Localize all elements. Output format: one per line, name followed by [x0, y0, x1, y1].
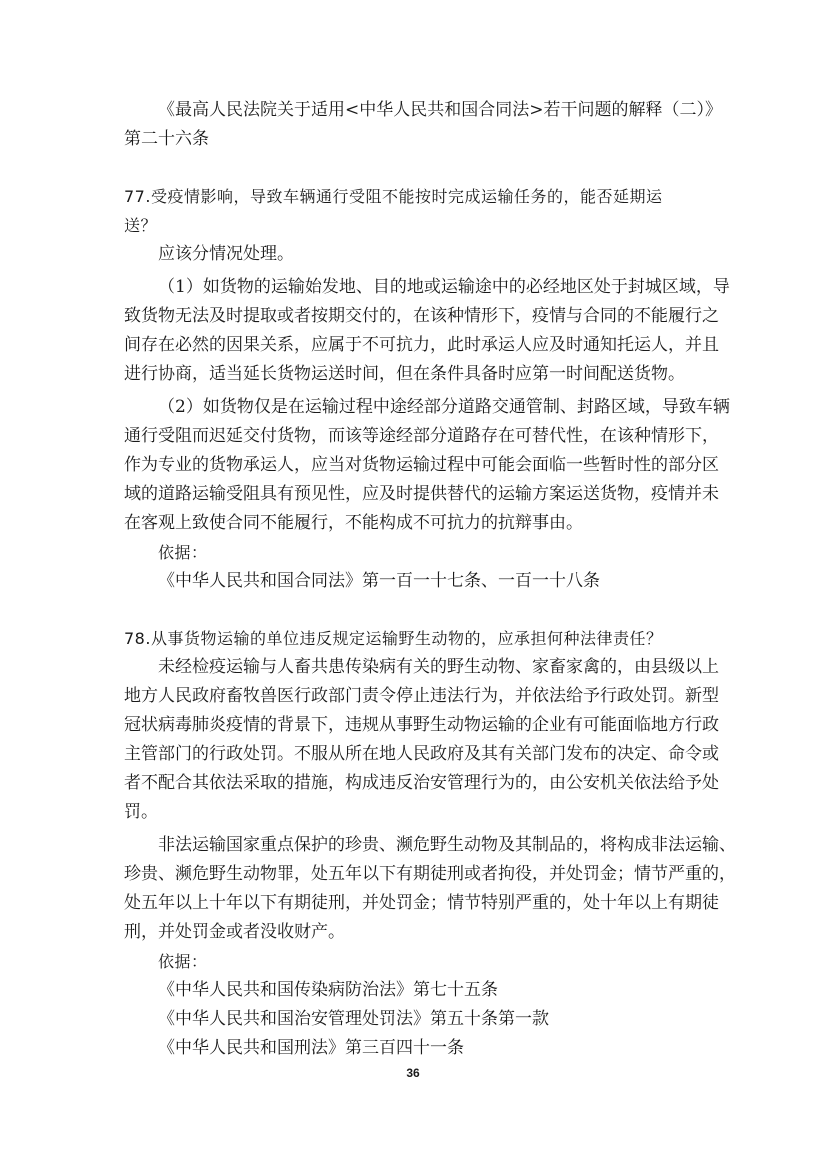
paragraph-line: 域的道路运输受阻具有预见性，应及时提供替代的运输方案运送货物，疫情并未	[124, 484, 719, 504]
basis-item: 《中华人民共和国刑法》第三百四十一条	[158, 1038, 464, 1058]
paragraph-line: 致货物无法及时提取或者按期交付的，在该种情形下，疫情与合同的不能履行之	[124, 306, 719, 326]
paragraph-line: 非法运输国家重点保护的珍贵、濒危野生动物及其制品的，将构成非法运输、	[158, 835, 736, 855]
question-title: 送？	[124, 216, 158, 235]
paragraph-line: 者不配合其依法采取的措施，构成违反治安管理行为的，由公安机关依法给予处	[124, 773, 719, 793]
reference-line: 《最高人民法院关于适用<中华人民共和国合同法>若干问题的解释（二）》	[158, 100, 722, 120]
paragraph-line: 冠状病毒肺炎疫情的背景下，违规从事野生动物运输的企业有可能面临地方行政	[124, 715, 719, 735]
question-77	[124, 182, 730, 596]
paragraph-line: 处五年以上十年以下有期徒刑，并处罚金；情节特别严重的，处十年以上有期徒	[124, 893, 719, 913]
basis-label: 依据：	[158, 952, 208, 971]
paragraph-line: 间存在必然的因果关系，应属于不可抗力，此时承运人应及时通知托运人，并且	[124, 335, 719, 355]
paragraph-line: （1）如货物的运输始发地、目的地或运输途中的必经地区处于封城区域，导	[158, 277, 730, 297]
page-number: 36	[406, 1066, 420, 1080]
paragraph-line: 在客观上致使合同不能履行，不能构成不可抗力的抗辩事由。	[124, 513, 583, 533]
document-body	[124, 96, 736, 1063]
basis-item: 《中华人民共和国传染病防治法》第七十五条	[158, 980, 498, 1000]
paragraph-line: 罚。	[124, 802, 158, 822]
paragraph-line: 地方人民政府畜牧兽医行政部门责令停止违法行为，并依法给予行政处罚。新型	[124, 686, 719, 706]
paragraph-line: （2）如货物仅是在运输过程中途经部分道路交通管制、封路区域，导致车辆	[158, 397, 730, 417]
paragraph-line: 未经检疫运输与人畜共患传染病有关的野生动物、家畜家禽的，由县级以上	[158, 657, 719, 677]
question-title: 77.受疫情影响，导致车辆通行受阻不能按时完成运输任务的，能否延期运	[124, 187, 663, 206]
paragraph-line: 作为专业的货物承运人，应当对货物运输过程中可能会面临一些暂时性的部分区	[124, 455, 719, 475]
question-78	[124, 624, 736, 1063]
basis-item: 《中华人民共和国合同法》第一百一十七条、一百一十八条	[158, 571, 600, 591]
paragraph-line: 珍贵、濒危野生动物罪，处五年以下有期徒刑或者拘役，并处罚金；情节严重的，	[124, 864, 736, 884]
paragraph-line: 进行协商，适当延长货物运送时间，但在条件具备时应第一时间配送货物。	[124, 364, 685, 384]
answer-lead: 应该分情况处理。	[158, 244, 294, 264]
basis-label: 依据：	[158, 543, 208, 562]
reference-line: 第二十六条	[124, 129, 209, 149]
question-title: 78.从事货物运输的单位违反规定运输野生动物的，应承担何种法律责任？	[124, 629, 663, 648]
paragraph-line: 通行受阻而迟延交付货物，而该等途经部分道路存在可替代性，在该种情形下，	[124, 426, 719, 446]
paragraph-line: 刑，并处罚金或者没收财产。	[124, 922, 345, 942]
paragraph-line: 主管部门的行政处罚。不服从所在地人民政府及其有关部门发布的决定、命令或	[124, 744, 719, 764]
basis-item: 《中华人民共和国治安管理处罚法》第五十条第一款	[158, 1009, 549, 1029]
